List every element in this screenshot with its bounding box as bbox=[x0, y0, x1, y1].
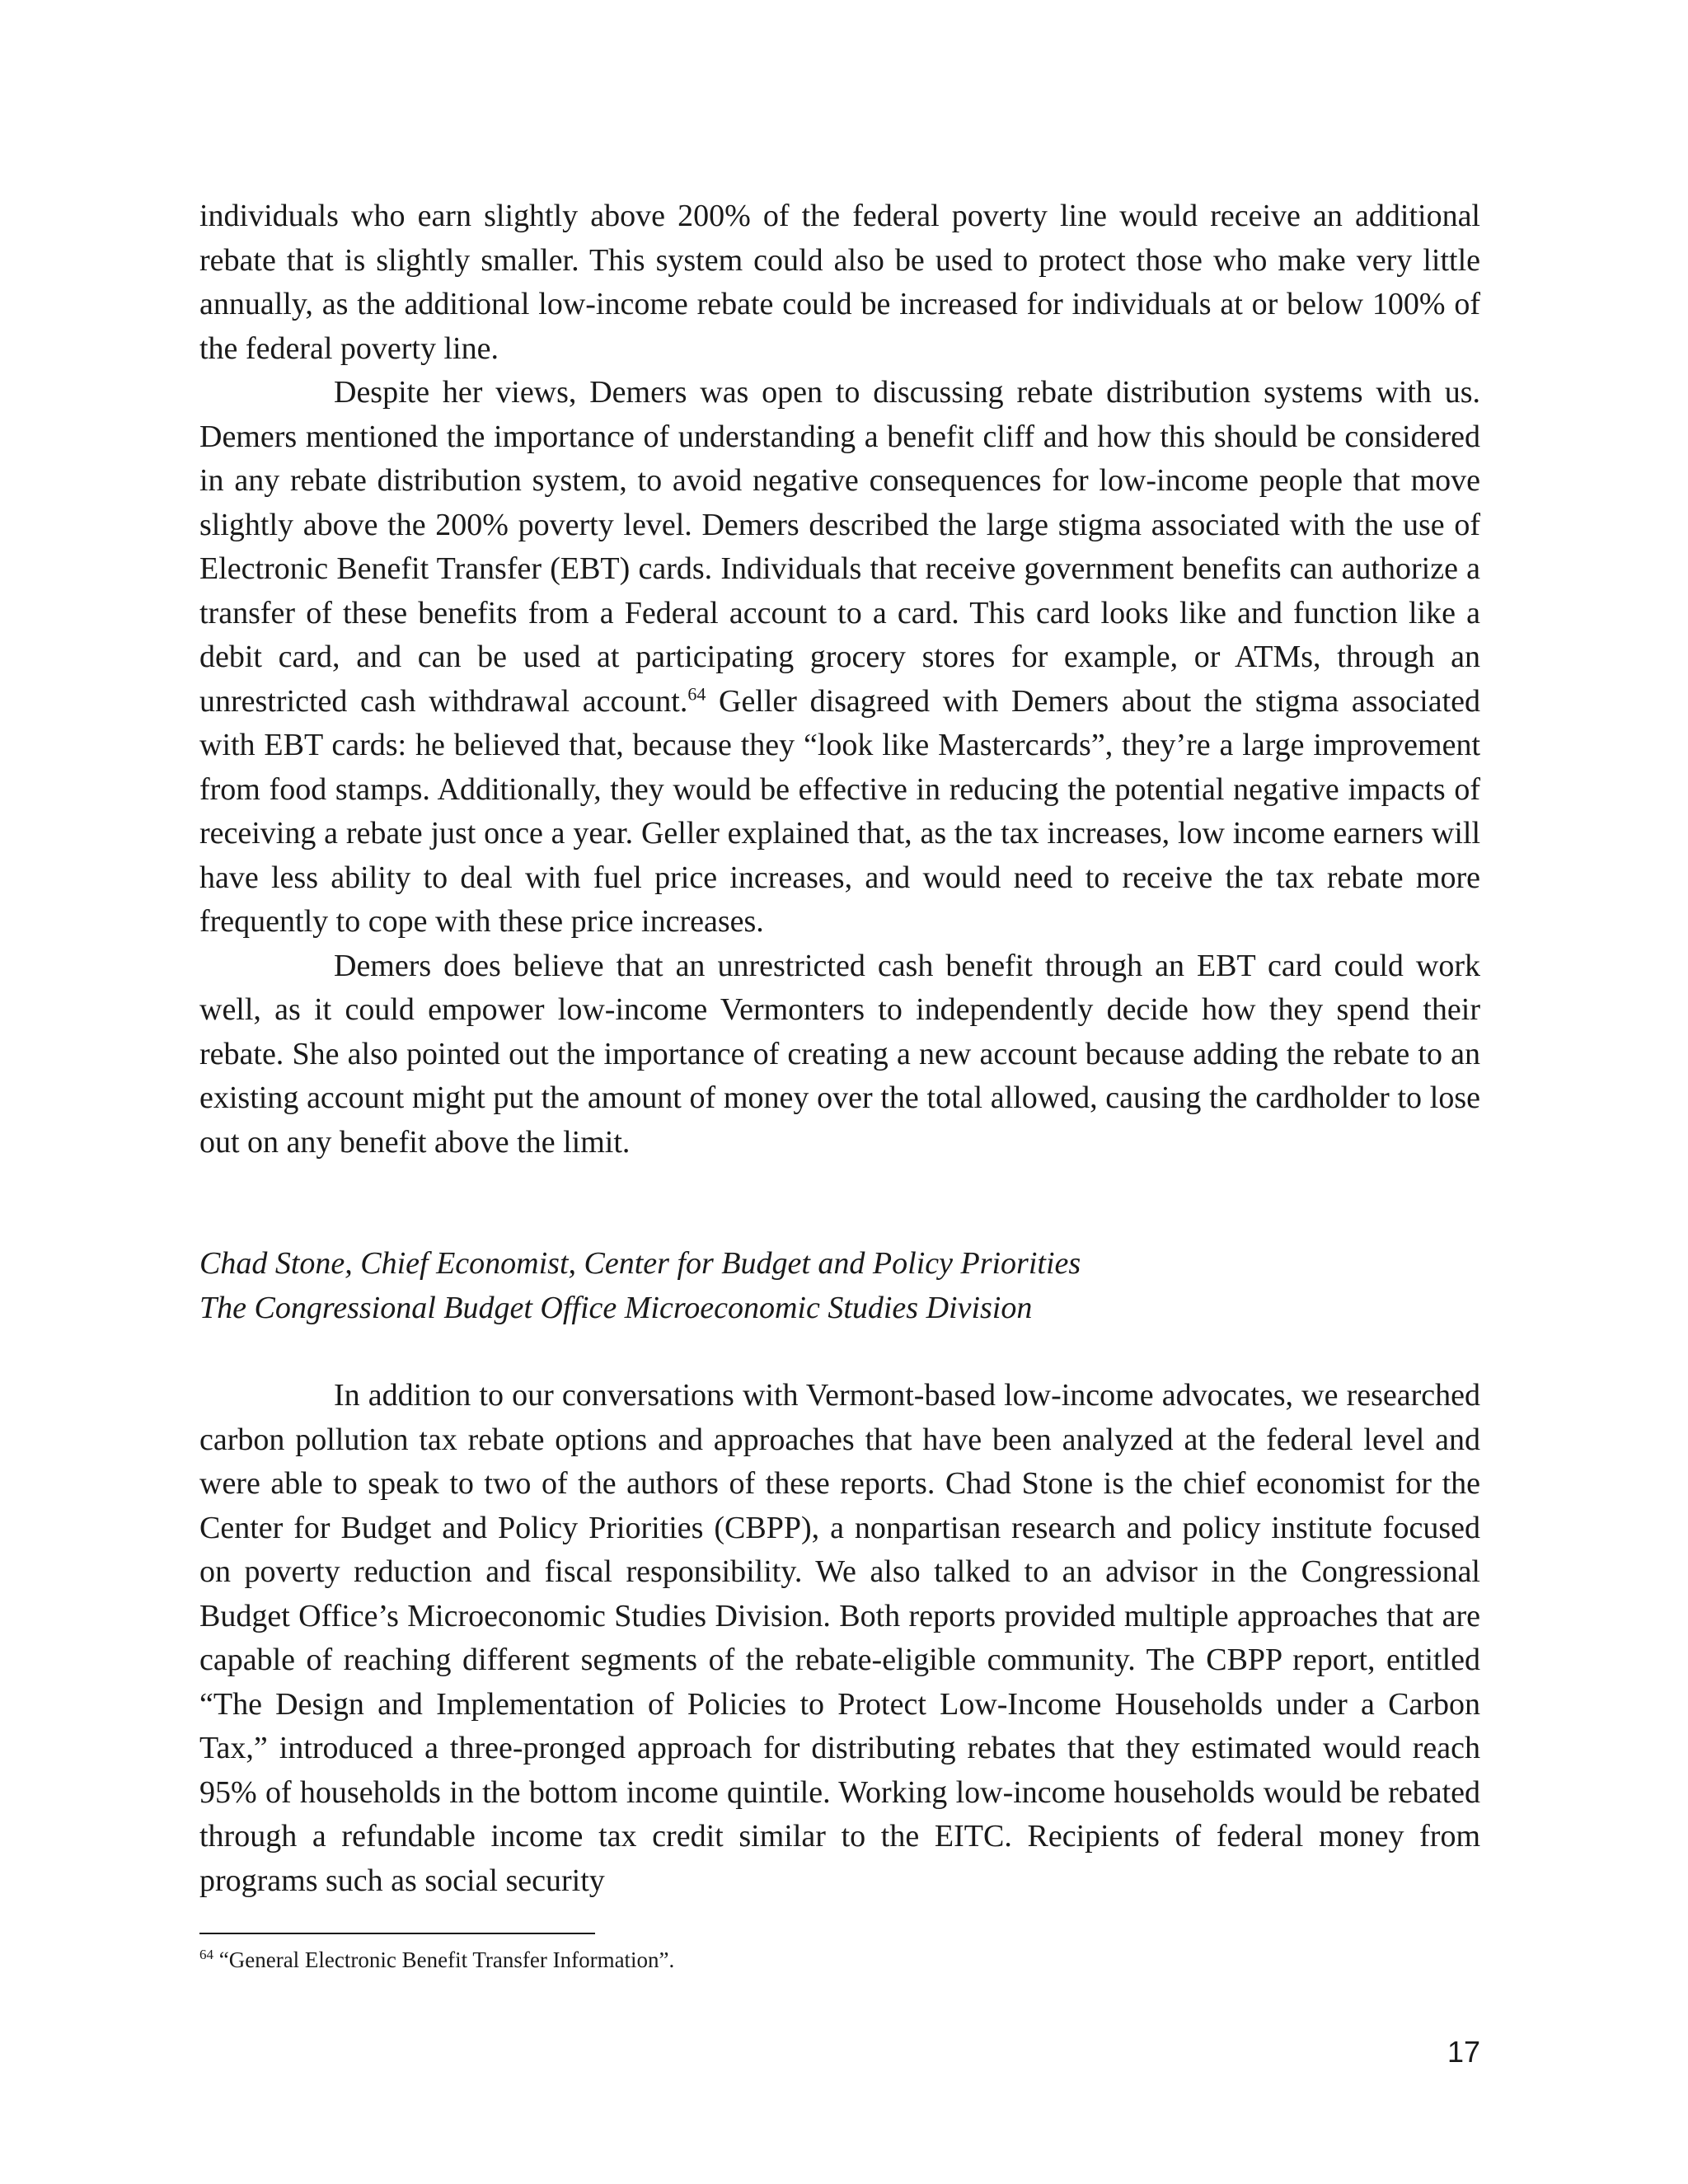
paragraph-ebt-card: Demers does believe that an unrestricted cash benefit through an EBT card could work well, as it could empower low-income Vermonters to independently decide how they spend their rebate. She also pointed out the importance of creating a new account because adding the rebate to an existing account might put the amount of money over the total allowed, causing the cardholder to lose out on any benefit above the limit. bbox=[199, 948, 1480, 1160]
paragraph-continuation: individuals who earn slightly above 200% of the federal poverty line would receive an additional rebate that is slightly smaller. This system could also be used to protect those who make very little annually, as the additional low-income rebate could be increased for individuals at or below 100% of the federal poverty line. bbox=[199, 199, 1480, 366]
body-text-lower bbox=[199, 1374, 1480, 1903]
footnote-divider bbox=[199, 1933, 595, 1934]
page-number: 17 bbox=[1447, 2035, 1480, 2069]
paragraph-demers-stigma bbox=[199, 371, 1480, 944]
footnote bbox=[199, 1945, 1480, 1975]
body-text-upper bbox=[199, 194, 1480, 1165]
paragraph-federal-research: In addition to our conversations with Vermont-based low-income advocates, we researched carbon pollution tax rebate options and approaches that have been analyzed at the federal level and were able to speak to two of the authors of these reports. Chad Stone is the chief economist for the Center for Budget and Policy Priorities (CBPP), a nonpartisan research and policy institute focused on poverty reduction and fiscal responsibility. We also talked to an advisor in the Congressional Budget Office’s Microeconomic Studies Division. Both reports provided multiple approaches that are capable of reaching different segments of the rebate-eligible community. The CBPP report, entitled “The Design and Implementation of Policies to Protect Low-Income Households under a Carbon Tax,” introduced a three-pronged approach for distributing rebates that they estimated would reach 95% of households in the bottom income quintile. Working low-income households would be rebated through a refundable income tax credit similar to the EITC. Recipients of federal money from programs such as social security bbox=[199, 1378, 1480, 1898]
heading-line-1: Chad Stone, Chief Economist, Center for Budget and Policy Priorities bbox=[199, 1246, 1081, 1281]
section-heading bbox=[199, 1242, 1480, 1330]
heading-line-2: The Congressional Budget Office Microeconomic Studies Division bbox=[199, 1290, 1033, 1325]
paragraph-text: Despite her views, Demers was open to discussing rebate distribution systems with us. Demers mentioned the importance of understanding a benefit cliff and how this should be considered in any rebate distribution system, to avoid negative consequences for low-income people that move slightly above the 200% poverty level. Demers described the large stigma associated with the use of Electronic Benefit Transfer (EBT) cards. Individuals that receive government benefits can authorize a transfer of these benefits from a Federal account to a card. This card looks like and function like a debit card, and can be used at participating grocery stores for example, or ATMs, through an unrestricted cash withdrawal account. bbox=[199, 375, 1480, 719]
footnote-reference[interactable]: 64 bbox=[687, 682, 706, 704]
footnote-number: 64 bbox=[199, 1947, 213, 1962]
footnote-text: “General Electronic Benefit Transfer Information”. bbox=[213, 1947, 675, 1972]
paragraph-text: Geller disagreed with Demers about the stigma associated with EBT cards: he believed that, because they “look like Mastercards”, they’re a large improvement from food stamps. Additionally, they would be effective in reducing the potential negative impacts of receiving a rebate just once a year. Geller explained that, as the tax increases, low income earners will have less ability to deal with fuel price increases, and would need to receive the tax rebate more frequently to cope with these price increases. bbox=[199, 683, 1480, 939]
